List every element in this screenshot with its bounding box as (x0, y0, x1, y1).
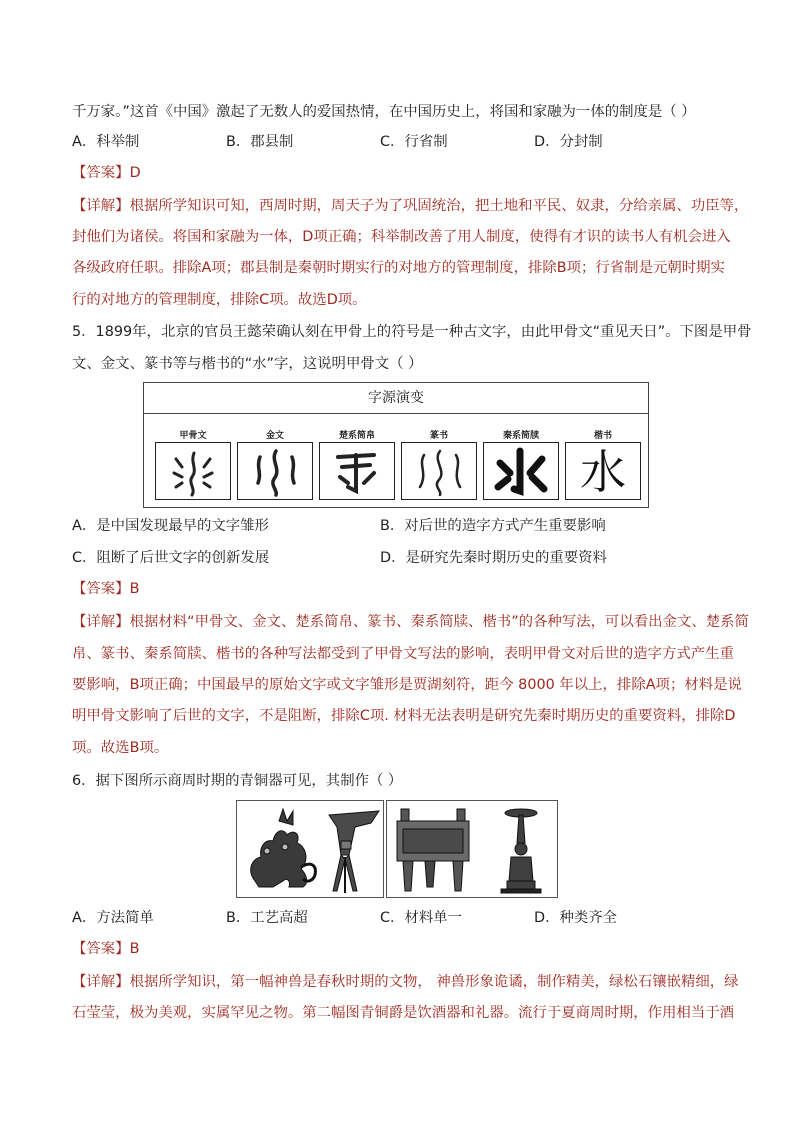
mythical-beast-image (251, 809, 316, 887)
q4-detail-line: 封他们为诸侯。将国和家融为一体，D项正确；科举制改善了用人制度，使得有才识的读书人有机会进入 (72, 229, 731, 245)
answer-tag: 【答案】 (72, 165, 130, 181)
q5-option-d: D．是研究先秦时期历史的重要资料 (380, 550, 607, 566)
answer-value: B (129, 941, 140, 957)
script-label: 甲骨文 (179, 431, 207, 441)
q6-answer (72, 938, 732, 960)
q5-stem: 5．1899年，北京的官员王懿荣确认刻在甲骨上的符号是一种古文字，由此甲骨文“重见天日”。下图是甲骨 (72, 324, 752, 340)
answer-value: B (129, 581, 140, 597)
q5-stem: 文、金文、篆书等与楷书的“水”字，这说明甲骨文（ ） (72, 356, 423, 372)
glyph-regular: 水 (565, 442, 641, 500)
bronze-images-right (386, 800, 558, 898)
q5-detail-line (72, 611, 749, 633)
q5-detail-line: 要影响，B项正确；中国最早的原始文字或文字雏形是贾湖刻符，距今 8000 年以上，排除A项；材料是说 (72, 677, 742, 693)
detail-tag: 【详解】 (72, 198, 130, 214)
q6-option-a: A．方法简单 (72, 910, 154, 926)
q5-detail-line: 项。故选B项。 (72, 740, 169, 756)
detail-tag: 【详解】 (72, 974, 130, 990)
q6-option-b: B．工艺高超 (226, 910, 308, 926)
bronze-ding-image (397, 809, 469, 891)
q4-option-d: D．分封制 (534, 134, 603, 150)
script-label: 楷书 (593, 431, 612, 441)
q5-detail-line: 帛、篆书、秦系简牍、楷书的各种写法都受到了甲骨文写法的影响，表明甲骨文对后世的造字方式产生重 (72, 646, 734, 662)
bronze-images-left (236, 800, 384, 898)
q5-answer (72, 578, 732, 600)
q4-stem: 千万家。”这首《中国》激起了无数人的爱国热情，在中国历史上，将国和家融为一体的制度是（ ） (72, 104, 696, 120)
character-evolution-figure (143, 382, 649, 508)
q5-option-b: B．对后世的造字方式产生重要影响 (380, 518, 606, 534)
q6-stem: 6．据下图所示商周时期的青铜器可见，其制作（ ） (72, 773, 403, 789)
answer-tag: 【答案】 (72, 941, 130, 957)
q4-option-b: B．郡县制 (226, 134, 294, 150)
glyph-qin-slip (483, 442, 559, 500)
answer-tag: 【答案】 (72, 581, 130, 597)
bronze-lamp-figure-image (501, 809, 541, 893)
bronze-jue-image (329, 811, 379, 893)
glyph-bronze (237, 442, 313, 500)
answer-value: D (129, 165, 141, 181)
script-label: 秦系简牍 (502, 431, 539, 441)
q4-option-c: C．行省制 (380, 134, 448, 150)
q6-detail-line (72, 971, 739, 993)
script-label: 楚系简帛 (338, 431, 375, 441)
q4-option-a: A．科举制 (72, 134, 140, 150)
q5-option-c: C．阻断了后世文字的创新发展 (72, 550, 270, 566)
q4-detail-line: 行的对地方的管理制度，排除C项。故选D项。 (72, 292, 367, 308)
q5-detail-line: 明甲骨文影响了后世的文字，不是阻断，排除C项. 材料无法表明是研究先秦时期历史的重要资料，排除D (72, 708, 736, 724)
q6-detail-line: 石莹莹，极为美观，实属罕见之物。第二幅图青铜爵是饮酒器和礼器。流行于夏商周时期，作用相当于酒 (72, 1005, 734, 1021)
detail-text: 根据所学知识，第一幅神兽是春秋时期的文物， 神兽形象诡谲，制作精美，绿松石镶嵌精细，绿 (129, 974, 739, 990)
detail-text: 根据材料“甲骨文、金文、楚系简帛、篆书、秦系简牍、楷书”的各种写法，可以看出金文、楚系简 (129, 614, 749, 630)
script-label: 篆书 (429, 431, 448, 441)
glyph-chu-silk (319, 442, 395, 500)
script-label: 金文 (265, 431, 284, 441)
glyph-oracle-bone (155, 442, 231, 500)
q4-detail-line: 各级政府任职。排除A项；郡县制是秦朝时期实行的对地方的管理制度，排除B项；行省制是元朝时期实 (72, 260, 725, 276)
detail-text: 根据所学知识可知，西周时期，周天子为了巩固统治，把土地和平民、奴隶，分给亲属、功臣等， (129, 198, 749, 214)
detail-tag: 【详解】 (72, 614, 130, 630)
q6-option-d: D．种类齐全 (534, 910, 618, 926)
q4-detail-line (72, 195, 749, 217)
q5-option-a: A．是中国发现最早的文字雏形 (72, 518, 269, 534)
q4-answer (72, 162, 732, 184)
glyph-seal (401, 442, 477, 500)
q6-option-c: C．材料单一 (380, 910, 463, 926)
figure-title: 字源演变 (144, 383, 648, 414)
